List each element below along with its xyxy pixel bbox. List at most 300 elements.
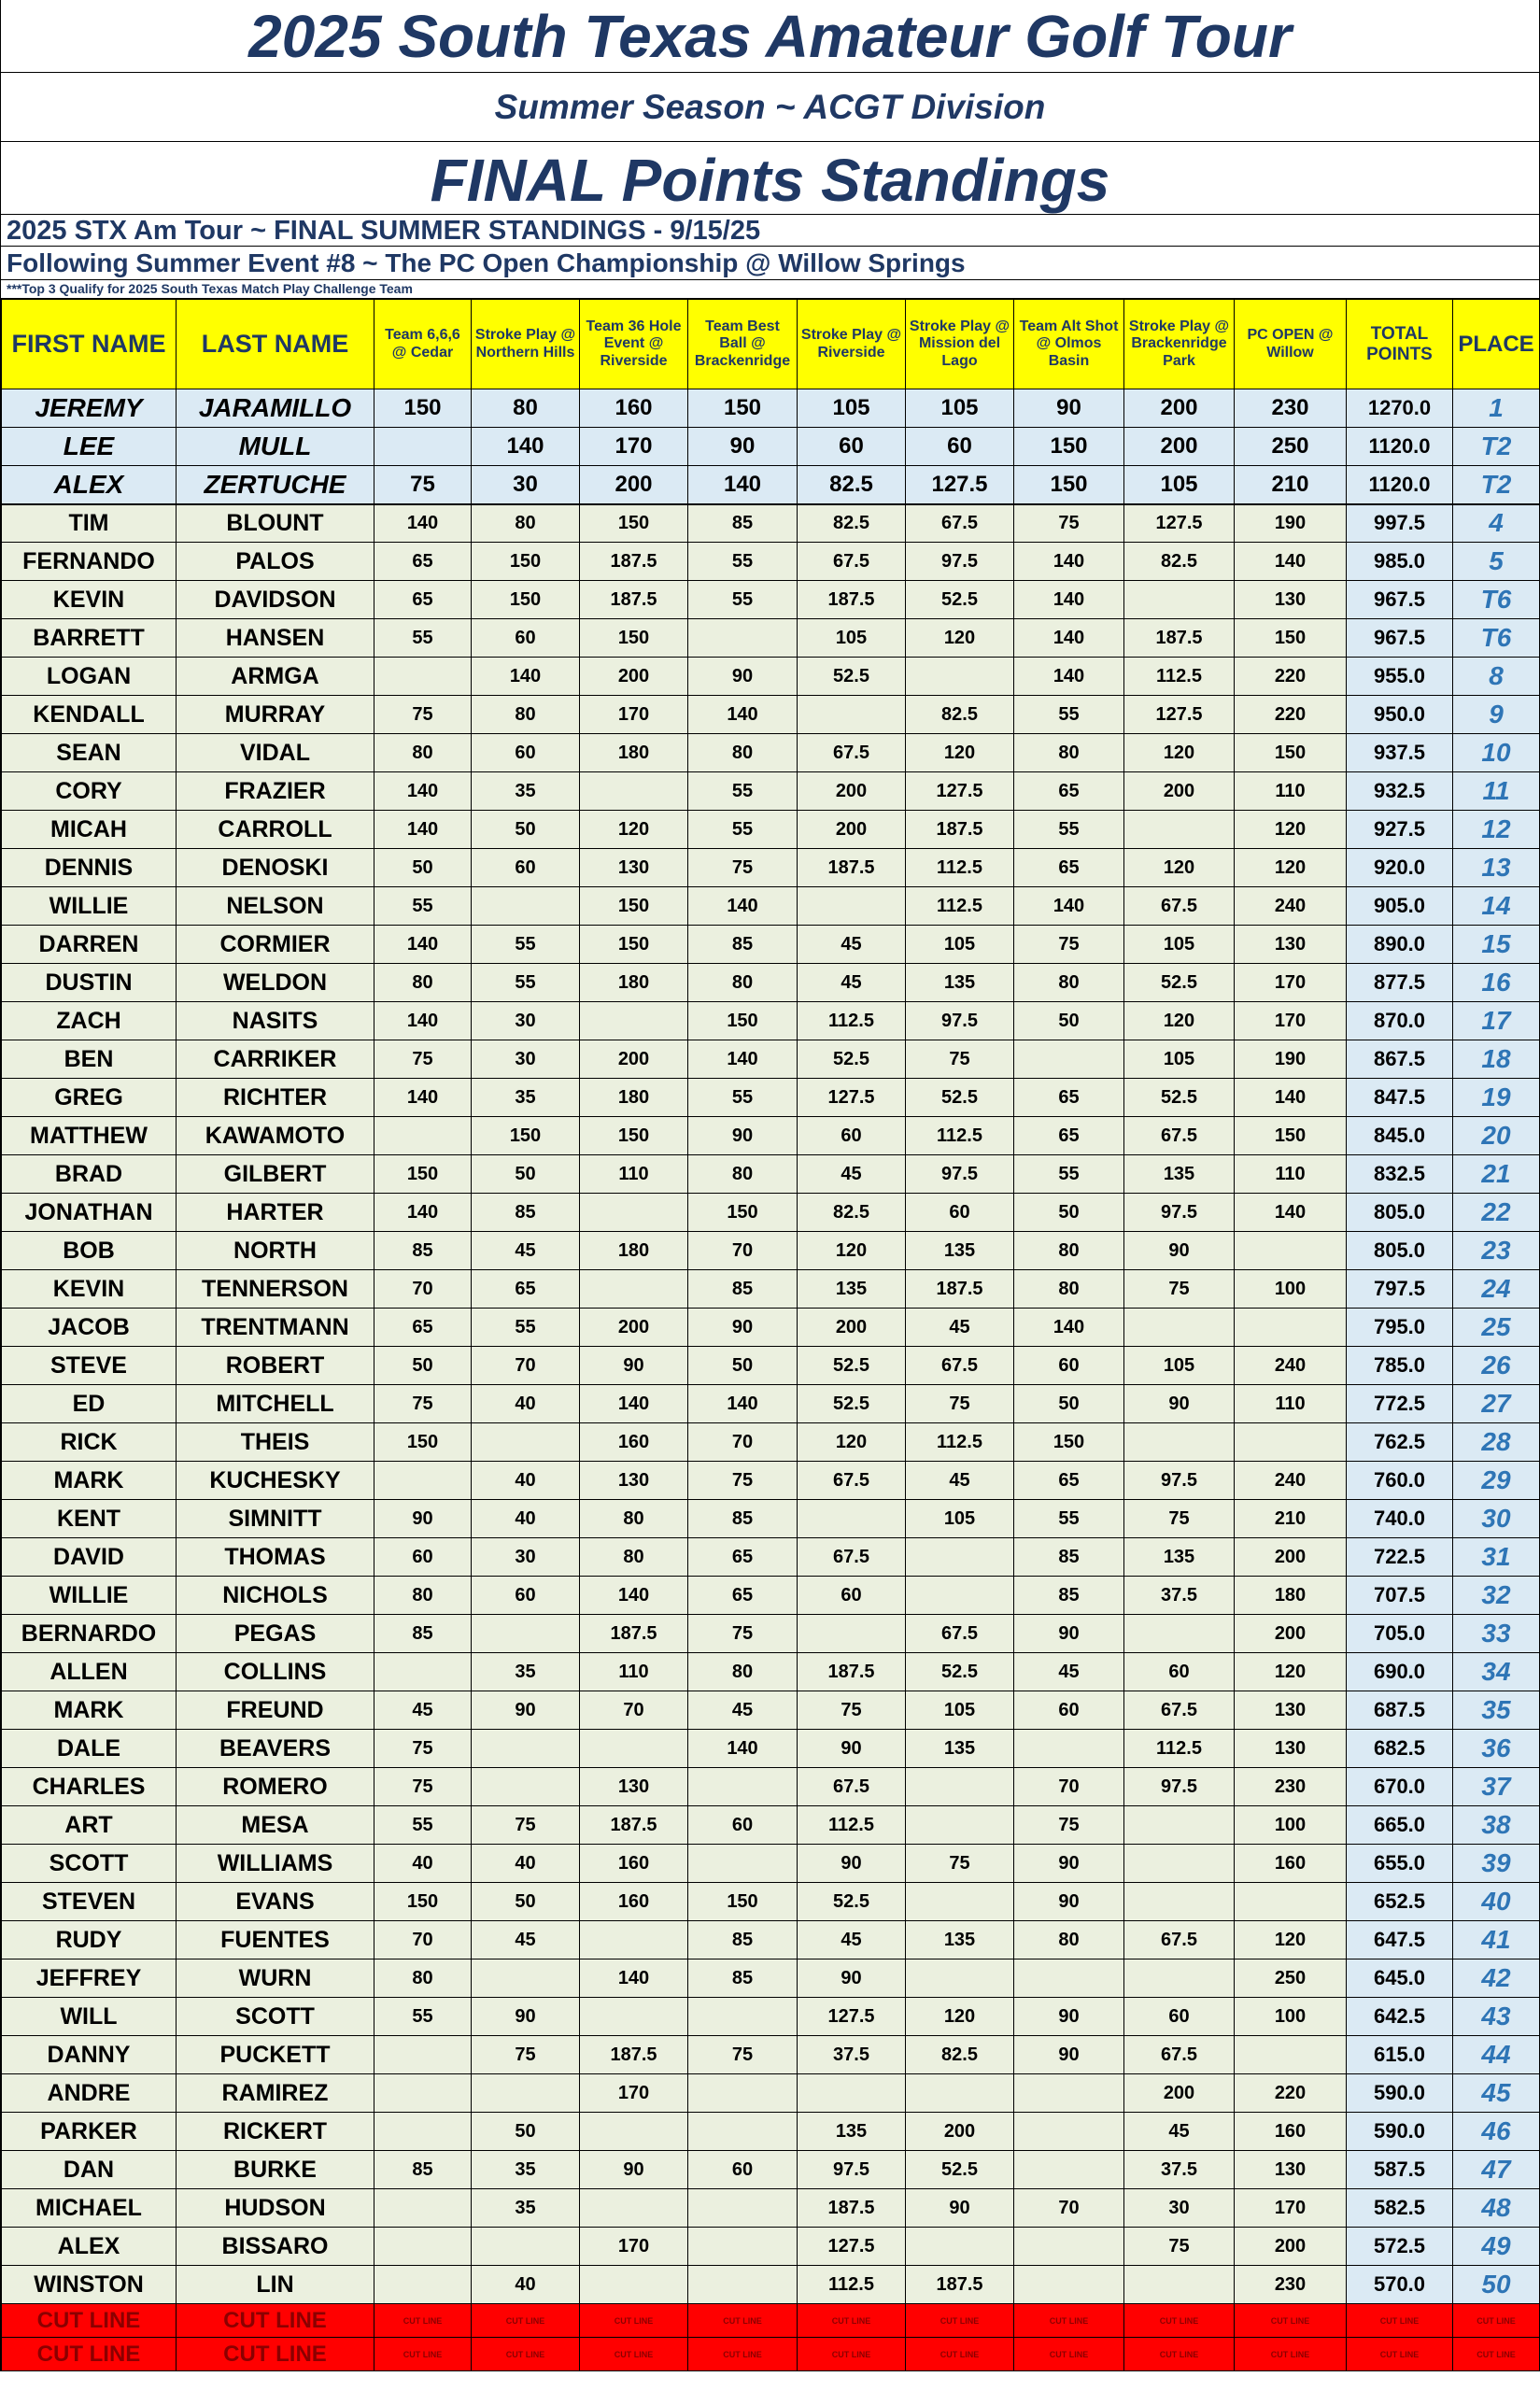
event-points-cell: 97.5 bbox=[798, 2151, 906, 2189]
event-points-cell: 140 bbox=[1014, 619, 1124, 658]
event-points-cell: 140 bbox=[580, 1959, 688, 1998]
total-points-cell: 920.0 bbox=[1347, 849, 1453, 887]
event-points-cell: 200 bbox=[798, 1309, 906, 1347]
last-name-cell: MITCHELL bbox=[177, 1385, 374, 1423]
place-cell: 5 bbox=[1453, 543, 1540, 581]
last-name-cell: HANSEN bbox=[177, 619, 374, 658]
event-points-cell: 60 bbox=[1014, 1347, 1124, 1385]
event-points-cell: 45 bbox=[798, 1155, 906, 1194]
event-points-cell bbox=[798, 887, 906, 926]
total-points-cell: 967.5 bbox=[1347, 619, 1453, 658]
table-row bbox=[2, 1040, 1540, 1079]
event-points-cell bbox=[906, 1959, 1014, 1998]
table-row bbox=[2, 543, 1540, 581]
event-points-cell: 80 bbox=[1014, 1921, 1124, 1959]
event-points-cell: 30 bbox=[472, 1538, 580, 1577]
place-cell: T6 bbox=[1453, 581, 1540, 619]
event-points-cell: 135 bbox=[798, 2113, 906, 2151]
event-points-cell: 250 bbox=[1235, 1959, 1347, 1998]
last-name-cell: NASITS bbox=[177, 1002, 374, 1040]
event-points-cell: 67.5 bbox=[1124, 1921, 1235, 1959]
table-row bbox=[2, 1806, 1540, 1845]
total-points-cell: 805.0 bbox=[1347, 1232, 1453, 1270]
first-name-cell: DAVID bbox=[2, 1538, 177, 1577]
table-row bbox=[2, 466, 1540, 504]
event-points-cell bbox=[1124, 1615, 1235, 1653]
place-cell: 43 bbox=[1453, 1998, 1540, 2036]
event-points-cell bbox=[580, 2113, 688, 2151]
total-points-cell: 587.5 bbox=[1347, 2151, 1453, 2189]
event-points-cell: 140 bbox=[374, 504, 472, 543]
last-name-cell: PUCKETT bbox=[177, 2036, 374, 2074]
event-points-cell: 85 bbox=[688, 926, 798, 964]
place-cell: T2 bbox=[1453, 466, 1540, 504]
total-points-cell: 997.5 bbox=[1347, 504, 1453, 543]
first-name-cell: ALEX bbox=[2, 466, 177, 504]
event-points-cell: 110 bbox=[1235, 1385, 1347, 1423]
event-points-cell: 52.5 bbox=[1124, 964, 1235, 1002]
event-points-cell: 60 bbox=[1124, 1998, 1235, 2036]
total-points-cell: 967.5 bbox=[1347, 581, 1453, 619]
event-points-cell: 150 bbox=[688, 1002, 798, 1040]
event-points-cell: 45 bbox=[798, 926, 906, 964]
event-points-cell: 80 bbox=[374, 1577, 472, 1615]
event-points-cell: 140 bbox=[472, 428, 580, 466]
event-points-cell: 120 bbox=[1124, 849, 1235, 887]
event-points-cell: 50 bbox=[374, 1347, 472, 1385]
event-points-cell: 135 bbox=[798, 1270, 906, 1309]
last-name-cell: TRENTMANN bbox=[177, 1309, 374, 1347]
event-points-cell: 70 bbox=[688, 1423, 798, 1462]
table-row bbox=[2, 1730, 1540, 1768]
event-points-cell: 90 bbox=[688, 658, 798, 696]
first-name-cell: FERNANDO bbox=[2, 543, 177, 581]
event-points-cell bbox=[798, 1500, 906, 1538]
first-name-cell: GREG bbox=[2, 1079, 177, 1117]
event-points-cell: 60 bbox=[472, 1577, 580, 1615]
place-cell: 28 bbox=[1453, 1423, 1540, 1462]
event-points-cell: 67.5 bbox=[798, 1538, 906, 1577]
event-points-cell bbox=[1235, 1883, 1347, 1921]
event-points-cell: 140 bbox=[374, 1079, 472, 1117]
table-row bbox=[2, 2189, 1540, 2228]
event-points-cell: 80 bbox=[472, 504, 580, 543]
total-points-cell: 590.0 bbox=[1347, 2113, 1453, 2151]
event-points-cell: 160 bbox=[1235, 1845, 1347, 1883]
event-points-cell: 200 bbox=[798, 772, 906, 811]
event-points-cell bbox=[1014, 1959, 1124, 1998]
event-points-cell: 80 bbox=[1014, 734, 1124, 772]
event-points-cell: 112.5 bbox=[1124, 658, 1235, 696]
event-points-cell: 250 bbox=[1235, 428, 1347, 466]
event-points-cell: 130 bbox=[1235, 1730, 1347, 1768]
first-name-cell: ED bbox=[2, 1385, 177, 1423]
place-cell: 49 bbox=[1453, 2228, 1540, 2266]
place-cell: 14 bbox=[1453, 887, 1540, 926]
total-points-cell: 1120.0 bbox=[1347, 466, 1453, 504]
event-points-cell: 75 bbox=[1014, 926, 1124, 964]
event-points-cell: 135 bbox=[906, 1921, 1014, 1959]
event-points-cell: 210 bbox=[1235, 466, 1347, 504]
col-event-6: Stroke Play @ Mission del Lago bbox=[906, 300, 1014, 389]
event-points-cell: 230 bbox=[1235, 389, 1347, 428]
event-points-cell bbox=[580, 1002, 688, 1040]
event-points-cell: 200 bbox=[1235, 1615, 1347, 1653]
event-points-cell: 187.5 bbox=[906, 2266, 1014, 2304]
col-event-4: Team Best Ball @ Brackenridge bbox=[688, 300, 798, 389]
event-points-cell: 80 bbox=[1014, 1232, 1124, 1270]
event-points-cell: 112.5 bbox=[906, 887, 1014, 926]
event-points-cell: 37.5 bbox=[1124, 2151, 1235, 2189]
event-points-cell: 75 bbox=[374, 1040, 472, 1079]
first-name-cell: LEE bbox=[2, 428, 177, 466]
event-points-cell bbox=[374, 428, 472, 466]
event-points-cell bbox=[688, 2113, 798, 2151]
event-points-cell: 75 bbox=[906, 1845, 1014, 1883]
last-name-cell: JARAMILLO bbox=[177, 389, 374, 428]
event-points-cell: 170 bbox=[1235, 964, 1347, 1002]
first-name-cell: ART bbox=[2, 1806, 177, 1845]
table-row bbox=[2, 1538, 1540, 1577]
place-cell: 9 bbox=[1453, 696, 1540, 734]
last-name-cell: WURN bbox=[177, 1959, 374, 1998]
event-points-cell: 70 bbox=[472, 1347, 580, 1385]
event-points-cell: 120 bbox=[1235, 1653, 1347, 1691]
event-points-cell: 140 bbox=[688, 887, 798, 926]
place-cell: 46 bbox=[1453, 2113, 1540, 2151]
total-points-cell: 890.0 bbox=[1347, 926, 1453, 964]
event-points-cell: 140 bbox=[374, 1002, 472, 1040]
event-points-cell bbox=[906, 1806, 1014, 1845]
event-points-cell: 112.5 bbox=[906, 1117, 1014, 1155]
event-points-cell: 150 bbox=[580, 1117, 688, 1155]
event-points-cell: 150 bbox=[374, 389, 472, 428]
event-points-cell: 140 bbox=[688, 466, 798, 504]
event-points-cell: 150 bbox=[1235, 619, 1347, 658]
col-event-8: Stroke Play @ Brackenridge Park bbox=[1124, 300, 1235, 389]
event-points-cell: 67.5 bbox=[906, 504, 1014, 543]
total-points-cell: 950.0 bbox=[1347, 696, 1453, 734]
event-points-cell: 120 bbox=[906, 734, 1014, 772]
col-first-name: FIRST NAME bbox=[2, 300, 177, 389]
event-points-cell: 90 bbox=[580, 1347, 688, 1385]
event-points-cell: 60 bbox=[798, 1577, 906, 1615]
event-points-cell bbox=[1124, 1806, 1235, 1845]
event-points-cell: 100 bbox=[1235, 1270, 1347, 1309]
event-points-cell: 187.5 bbox=[580, 543, 688, 581]
total-points-cell: 687.5 bbox=[1347, 1691, 1453, 1730]
event-points-cell: 240 bbox=[1235, 1347, 1347, 1385]
total-points-cell: 932.5 bbox=[1347, 772, 1453, 811]
event-points-cell: 82.5 bbox=[798, 504, 906, 543]
event-points-cell: 200 bbox=[1235, 2228, 1347, 2266]
place-cell: 40 bbox=[1453, 1883, 1540, 1921]
event-points-cell: 52.5 bbox=[1124, 1079, 1235, 1117]
event-points-cell: 200 bbox=[580, 1040, 688, 1079]
event-points-cell: 170 bbox=[580, 2228, 688, 2266]
total-points-cell: 847.5 bbox=[1347, 1079, 1453, 1117]
col-event-9: PC OPEN @ Willow bbox=[1235, 300, 1347, 389]
event-points-cell: 97.5 bbox=[1124, 1462, 1235, 1500]
event-points-cell: 187.5 bbox=[580, 2036, 688, 2074]
place-cell: 21 bbox=[1453, 1155, 1540, 1194]
event-points-cell: 60 bbox=[1014, 1691, 1124, 1730]
place-cell: 42 bbox=[1453, 1959, 1540, 1998]
table-row bbox=[2, 1959, 1540, 1998]
first-name-cell: WILLIE bbox=[2, 1577, 177, 1615]
standings-heading: FINAL Points Standings bbox=[1, 142, 1539, 215]
event-points-cell: 65 bbox=[1014, 849, 1124, 887]
event-points-cell: 37.5 bbox=[798, 2036, 906, 2074]
first-name-cell: WINSTON bbox=[2, 2266, 177, 2304]
event-points-cell: 65 bbox=[1014, 772, 1124, 811]
event-points-cell bbox=[374, 1462, 472, 1500]
event-points-cell bbox=[1235, 1423, 1347, 1462]
event-points-cell bbox=[906, 2228, 1014, 2266]
total-points-cell: 845.0 bbox=[1347, 1117, 1453, 1155]
last-name-cell: CARRIKER bbox=[177, 1040, 374, 1079]
event-points-cell: 52.5 bbox=[798, 658, 906, 696]
last-name-cell: SCOTT bbox=[177, 1998, 374, 2036]
event-points-cell: 35 bbox=[472, 2189, 580, 2228]
first-name-cell: WILL bbox=[2, 1998, 177, 2036]
table-row bbox=[2, 1155, 1540, 1194]
table-row bbox=[2, 1577, 1540, 1615]
last-name-cell: PALOS bbox=[177, 543, 374, 581]
total-points-cell: 867.5 bbox=[1347, 1040, 1453, 1079]
event-points-cell: 90 bbox=[472, 1998, 580, 2036]
place-cell: 37 bbox=[1453, 1768, 1540, 1806]
event-points-cell: 150 bbox=[1235, 1117, 1347, 1155]
event-points-cell: 105 bbox=[906, 926, 1014, 964]
event-points-cell: 160 bbox=[580, 1883, 688, 1921]
event-points-cell bbox=[472, 2228, 580, 2266]
event-points-cell: 150 bbox=[1014, 466, 1124, 504]
event-points-cell: 130 bbox=[1235, 1691, 1347, 1730]
event-points-cell bbox=[472, 1423, 580, 1462]
first-name-cell: RUDY bbox=[2, 1921, 177, 1959]
event-points-cell: 150 bbox=[580, 619, 688, 658]
event-points-cell: 105 bbox=[1124, 1040, 1235, 1079]
event-points-cell: 70 bbox=[688, 1232, 798, 1270]
place-cell: 32 bbox=[1453, 1577, 1540, 1615]
event-points-cell: 150 bbox=[374, 1883, 472, 1921]
event-points-cell bbox=[580, 1730, 688, 1768]
event-points-cell bbox=[1235, 1309, 1347, 1347]
col-event-5: Stroke Play @ Riverside bbox=[798, 300, 906, 389]
table-row bbox=[2, 772, 1540, 811]
event-points-cell: 67.5 bbox=[906, 1615, 1014, 1653]
place-cell: 33 bbox=[1453, 1615, 1540, 1653]
event-points-cell: 75 bbox=[472, 2036, 580, 2074]
table-row bbox=[2, 926, 1540, 964]
event-points-cell bbox=[374, 2036, 472, 2074]
event-points-cell: 90 bbox=[1014, 1998, 1124, 2036]
event-points-cell bbox=[688, 2266, 798, 2304]
event-points-cell: 55 bbox=[472, 1309, 580, 1347]
place-cell: 31 bbox=[1453, 1538, 1540, 1577]
total-points-cell: 927.5 bbox=[1347, 811, 1453, 849]
event-points-cell: 75 bbox=[374, 1385, 472, 1423]
event-points-cell: 180 bbox=[580, 1079, 688, 1117]
cut-line-cell: CUT LINE bbox=[1453, 2338, 1540, 2371]
event-points-cell: 127.5 bbox=[798, 1998, 906, 2036]
event-points-cell: 75 bbox=[374, 696, 472, 734]
place-cell: 16 bbox=[1453, 964, 1540, 1002]
first-name-cell: STEVE bbox=[2, 1347, 177, 1385]
event-points-cell: 187.5 bbox=[580, 1806, 688, 1845]
event-points-cell: 110 bbox=[580, 1653, 688, 1691]
place-cell: 23 bbox=[1453, 1232, 1540, 1270]
event-points-cell: 97.5 bbox=[1124, 1194, 1235, 1232]
event-points-cell: 190 bbox=[1235, 1040, 1347, 1079]
event-line: Following Summer Event #8 ~ The PC Open Championship @ Willow Springs bbox=[1, 247, 1539, 280]
last-name-cell: CORMIER bbox=[177, 926, 374, 964]
event-points-cell: 100 bbox=[1235, 1806, 1347, 1845]
table-row bbox=[2, 1347, 1540, 1385]
table-row bbox=[2, 658, 1540, 696]
event-points-cell: 45 bbox=[906, 1309, 1014, 1347]
event-points-cell: 200 bbox=[798, 811, 906, 849]
place-cell: 26 bbox=[1453, 1347, 1540, 1385]
table-row bbox=[2, 1615, 1540, 1653]
total-points-cell: 785.0 bbox=[1347, 1347, 1453, 1385]
cut-line-cell: CUT LINE bbox=[798, 2304, 906, 2338]
table-row bbox=[2, 1079, 1540, 1117]
table-row bbox=[2, 964, 1540, 1002]
event-points-cell: 140 bbox=[1014, 887, 1124, 926]
event-points-cell: 40 bbox=[472, 1462, 580, 1500]
first-name-cell: LOGAN bbox=[2, 658, 177, 696]
event-points-cell bbox=[580, 2189, 688, 2228]
first-name-cell: RICK bbox=[2, 1423, 177, 1462]
event-points-cell: 105 bbox=[1124, 1347, 1235, 1385]
event-points-cell: 160 bbox=[580, 1845, 688, 1883]
event-points-cell: 105 bbox=[906, 389, 1014, 428]
event-points-cell: 65 bbox=[688, 1538, 798, 1577]
total-points-cell: 670.0 bbox=[1347, 1768, 1453, 1806]
place-cell: 17 bbox=[1453, 1002, 1540, 1040]
event-points-cell: 67.5 bbox=[1124, 887, 1235, 926]
event-points-cell: 130 bbox=[580, 1768, 688, 1806]
event-points-cell: 60 bbox=[472, 619, 580, 658]
event-points-cell: 150 bbox=[472, 1117, 580, 1155]
event-points-cell bbox=[688, 2228, 798, 2266]
event-points-cell: 90 bbox=[1014, 389, 1124, 428]
event-points-cell: 230 bbox=[1235, 2266, 1347, 2304]
table-row bbox=[2, 1002, 1540, 1040]
event-points-cell: 67.5 bbox=[798, 1768, 906, 1806]
event-points-cell: 220 bbox=[1235, 658, 1347, 696]
event-points-cell: 55 bbox=[472, 926, 580, 964]
last-name-cell: ROMERO bbox=[177, 1768, 374, 1806]
col-event-7: Team Alt Shot @ Olmos Basin bbox=[1014, 300, 1124, 389]
event-points-cell: 105 bbox=[906, 1691, 1014, 1730]
last-name-cell: EVANS bbox=[177, 1883, 374, 1921]
total-points-cell: 582.5 bbox=[1347, 2189, 1453, 2228]
event-points-cell: 35 bbox=[472, 2151, 580, 2189]
event-points-cell: 60 bbox=[688, 1806, 798, 1845]
event-points-cell: 120 bbox=[1124, 1002, 1235, 1040]
event-points-cell: 97.5 bbox=[1124, 1768, 1235, 1806]
cut-line-label: CUT LINE bbox=[177, 2338, 374, 2371]
event-points-cell: 120 bbox=[798, 1423, 906, 1462]
event-points-cell: 67.5 bbox=[906, 1347, 1014, 1385]
last-name-cell: THEIS bbox=[177, 1423, 374, 1462]
event-points-cell: 150 bbox=[688, 1883, 798, 1921]
event-points-cell: 75 bbox=[1014, 504, 1124, 543]
event-points-cell: 67.5 bbox=[1124, 2036, 1235, 2074]
event-points-cell: 80 bbox=[1014, 1270, 1124, 1309]
place-cell: 48 bbox=[1453, 2189, 1540, 2228]
event-points-cell: 30 bbox=[472, 1040, 580, 1079]
cut-line-cell: CUT LINE bbox=[472, 2338, 580, 2371]
first-name-cell: MICAH bbox=[2, 811, 177, 849]
event-points-cell: 65 bbox=[1014, 1079, 1124, 1117]
event-points-cell: 67.5 bbox=[798, 734, 906, 772]
event-points-cell bbox=[580, 1921, 688, 1959]
event-points-cell: 160 bbox=[580, 1423, 688, 1462]
event-points-cell: 130 bbox=[1235, 581, 1347, 619]
event-points-cell bbox=[1014, 2228, 1124, 2266]
event-points-cell bbox=[1014, 2151, 1124, 2189]
total-points-cell: 647.5 bbox=[1347, 1921, 1453, 1959]
event-points-cell: 150 bbox=[580, 504, 688, 543]
event-points-cell: 90 bbox=[580, 2151, 688, 2189]
col-event-1: Team 6,6,6 @ Cedar bbox=[374, 300, 472, 389]
cut-line-cell: CUT LINE bbox=[374, 2304, 472, 2338]
event-points-cell bbox=[906, 2074, 1014, 2113]
last-name-cell: GILBERT bbox=[177, 1155, 374, 1194]
last-name-cell: KAWAMOTO bbox=[177, 1117, 374, 1155]
table-row bbox=[2, 849, 1540, 887]
event-points-cell: 80 bbox=[688, 1653, 798, 1691]
event-points-cell: 85 bbox=[688, 504, 798, 543]
event-points-cell: 75 bbox=[374, 1730, 472, 1768]
event-points-cell: 200 bbox=[906, 2113, 1014, 2151]
event-points-cell: 75 bbox=[1014, 1806, 1124, 1845]
event-points-cell: 55 bbox=[374, 1806, 472, 1845]
event-points-cell: 55 bbox=[1014, 696, 1124, 734]
event-points-cell: 45 bbox=[688, 1691, 798, 1730]
col-event-3: Team 36 Hole Event @ Riverside bbox=[580, 300, 688, 389]
event-points-cell: 50 bbox=[472, 2113, 580, 2151]
place-cell: 8 bbox=[1453, 658, 1540, 696]
place-cell: 39 bbox=[1453, 1845, 1540, 1883]
event-points-cell: 50 bbox=[688, 1347, 798, 1385]
event-points-cell: 170 bbox=[1235, 1002, 1347, 1040]
event-points-cell: 85 bbox=[374, 1615, 472, 1653]
event-points-cell: 112.5 bbox=[798, 2266, 906, 2304]
place-cell: 27 bbox=[1453, 1385, 1540, 1423]
event-points-cell: 55 bbox=[688, 772, 798, 811]
last-name-cell: NELSON bbox=[177, 887, 374, 926]
event-points-cell: 75 bbox=[688, 849, 798, 887]
place-cell: 36 bbox=[1453, 1730, 1540, 1768]
event-points-cell bbox=[472, 1768, 580, 1806]
last-name-cell: LIN bbox=[177, 2266, 374, 2304]
event-points-cell: 90 bbox=[1124, 1232, 1235, 1270]
event-points-cell: 70 bbox=[1014, 2189, 1124, 2228]
event-points-cell bbox=[580, 1998, 688, 2036]
event-points-cell: 52.5 bbox=[906, 1079, 1014, 1117]
event-points-cell: 90 bbox=[688, 428, 798, 466]
event-points-cell: 45 bbox=[472, 1921, 580, 1959]
event-points-cell: 105 bbox=[906, 1500, 1014, 1538]
event-points-cell bbox=[1014, 1040, 1124, 1079]
event-points-cell: 45 bbox=[798, 964, 906, 1002]
table-row bbox=[2, 1998, 1540, 2036]
